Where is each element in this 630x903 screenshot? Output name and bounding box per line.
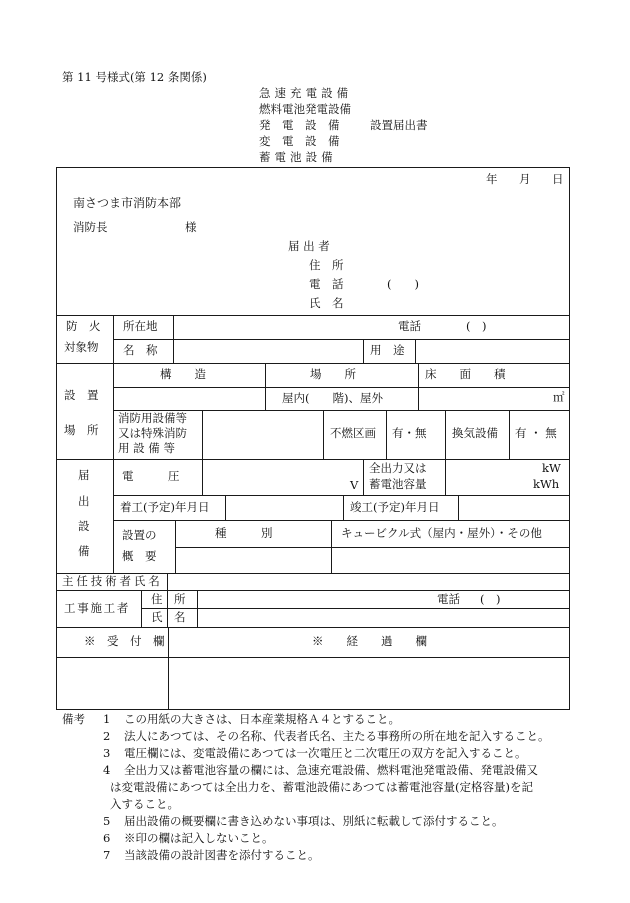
note-number: 6 [103, 831, 111, 845]
rule [56, 363, 570, 364]
voltage-label: 電 圧 [122, 469, 180, 483]
addressee-org: 南さつま市消防本部 [73, 196, 182, 210]
place-label: 場 所 [310, 367, 356, 381]
applicant-address-label: 住 所 [309, 258, 344, 272]
rule [323, 410, 324, 459]
rule [175, 520, 176, 573]
rule [56, 315, 570, 316]
addressee-honorific: 様 [185, 220, 197, 234]
reception-label: ※ 受 付 欄 [84, 634, 165, 648]
rule [363, 339, 364, 363]
title-line-4: 変 電 設 備 [259, 134, 340, 148]
contractor-name-label: 氏 名 [151, 610, 186, 624]
target-phone-label: 電話 [398, 319, 421, 333]
notes-heading: 備考 [62, 712, 85, 726]
nonflammable-yes-no: 有・無 [392, 426, 427, 440]
rule [415, 339, 416, 363]
output-label-2: 蓄電池容量 [369, 477, 427, 491]
target-phone-parens: ( ) [466, 319, 487, 333]
rule [265, 363, 266, 410]
rule [113, 520, 570, 521]
output-label-1: 全出力又は [369, 461, 427, 475]
rule [363, 459, 364, 495]
date-month: 月 [519, 172, 531, 186]
equipment-heading-2: 出 [78, 494, 90, 508]
rule [56, 590, 570, 591]
voltage-unit: V [350, 478, 359, 492]
contractor-phone-parens: ( ) [480, 592, 501, 606]
floor-area-label: 床 面 積 [425, 367, 506, 381]
cubicle-label: キュービクル式（屋内・屋外）・その他 [341, 526, 542, 540]
contractor-phone-label: 電話 [437, 592, 460, 606]
note-text: 入すること。 [110, 797, 179, 811]
rule [113, 387, 570, 388]
rule [458, 495, 459, 520]
ventilation-yes-no: 有 ・ 無 [515, 426, 557, 440]
note-text: 当該設備の設計図書を添付すること。 [124, 848, 320, 862]
fire-equipment-label-3: 用 設 備 等 [118, 441, 175, 455]
note-text: 電圧欄には、変電設備にあつては一次電圧と二次電圧の双方を記入すること。 [124, 746, 527, 760]
date-year: 年 [486, 172, 498, 186]
ventilation-label: 換気設備 [452, 426, 498, 440]
date-day: 日 [552, 172, 564, 186]
rule [386, 410, 387, 459]
rule [418, 363, 419, 410]
fire-equipment-label-1: 消防用設備等 [118, 411, 187, 425]
rule [113, 339, 570, 340]
unit-kwh: kWh [533, 477, 560, 491]
rule [56, 627, 570, 628]
rule [197, 590, 198, 627]
rule [202, 410, 203, 459]
target-heading-1: 防 火 [66, 319, 101, 333]
structure-label: 構 造 [160, 367, 206, 381]
title-line-2: 燃料電池発電設備 [259, 102, 351, 116]
summary-label-1: 設置の [122, 528, 157, 542]
rule [173, 315, 174, 363]
applicant-heading: 届 出 者 [288, 239, 330, 253]
type-label: 種 別 [215, 526, 273, 540]
site-heading-2: 場 所 [64, 423, 99, 437]
note-text: 届出設備の概要欄に書き込めない事項は、別紙に転載して添付すること。 [124, 814, 504, 828]
applicant-phone-parens: ( ) [387, 277, 419, 291]
equipment-heading-1: 届 [78, 468, 90, 482]
note-number: 2 [103, 729, 111, 743]
rule [113, 315, 114, 573]
title-line-3: 発 電 設 備 [259, 118, 340, 132]
rule [56, 657, 570, 658]
name-label: 名 称 [123, 343, 158, 357]
applicant-phone-label: 電 話 [309, 277, 344, 291]
rule [168, 627, 169, 710]
addressee-title: 消防長 [73, 220, 108, 234]
note-number: 5 [103, 814, 111, 828]
indoor-outdoor: 屋内( 階)、屋外 [282, 391, 383, 405]
completion-date-label: 竣工(予定)年月日 [350, 500, 440, 514]
equipment-heading-4: 備 [78, 544, 90, 558]
note-number: 7 [103, 848, 111, 862]
note-number: 1 [103, 712, 111, 726]
note-number: 4 [103, 763, 111, 777]
note-number: 3 [103, 746, 111, 760]
title-line-1: 急速充電設備 [259, 86, 353, 100]
rule [202, 459, 203, 495]
note-text: ※印の欄は記入しないこと。 [124, 831, 274, 845]
rule [445, 459, 446, 495]
rule [225, 495, 226, 520]
note-text: は変電設備にあつては全出力を、蓄電池設備にあつては蓄電池容量(定格容量)を記 [110, 780, 533, 794]
fire-equipment-label-2: 又は特殊消防 [118, 426, 187, 440]
form-number: 第 11 号様式(第 12 条関係) [62, 70, 207, 84]
applicant-name-label: 氏 名 [309, 296, 344, 310]
chief-engineer-label: 主任技術者氏名 [62, 574, 163, 588]
rule [141, 590, 142, 627]
area-unit: ㎡ [553, 390, 565, 404]
rule [343, 495, 344, 520]
rule [113, 495, 570, 496]
note-text: 法人にあつては、その名称、代表者氏名、主たる事務所の所在地を記入すること。 [124, 729, 550, 743]
title-suffix: 設置届出書 [370, 118, 428, 132]
equipment-heading-3: 設 [78, 519, 90, 533]
rule [445, 410, 446, 459]
rule [175, 547, 570, 548]
start-date-label: 着工(予定)年月日 [120, 500, 210, 514]
contractor-address-label: 住 所 [151, 592, 186, 606]
location-label: 所在地 [123, 319, 158, 333]
nonflammable-label: 不燃区画 [330, 426, 376, 440]
note-text: この用紙の大きさは、日本産業規格Ａ４とすること。 [124, 712, 400, 726]
target-heading-2: 対象物 [64, 340, 99, 354]
contractor-label: 工事施工者 [64, 601, 131, 615]
rule [56, 459, 570, 460]
rule [141, 608, 570, 609]
note-text: 全出力又は蓄電池容量の欄には、急速充電設備、燃料電池発電設備、発電設備又 [124, 763, 538, 777]
title-line-5: 蓄電池設備 [259, 150, 337, 164]
unit-kw: kW [542, 461, 561, 475]
site-heading-1: 設 置 [64, 388, 99, 402]
rule [509, 410, 510, 459]
use-label: 用 途 [370, 343, 405, 357]
summary-label-2: 概 要 [122, 549, 157, 563]
progress-label: ※ 経 過 欄 [312, 634, 427, 648]
rule [331, 520, 332, 573]
